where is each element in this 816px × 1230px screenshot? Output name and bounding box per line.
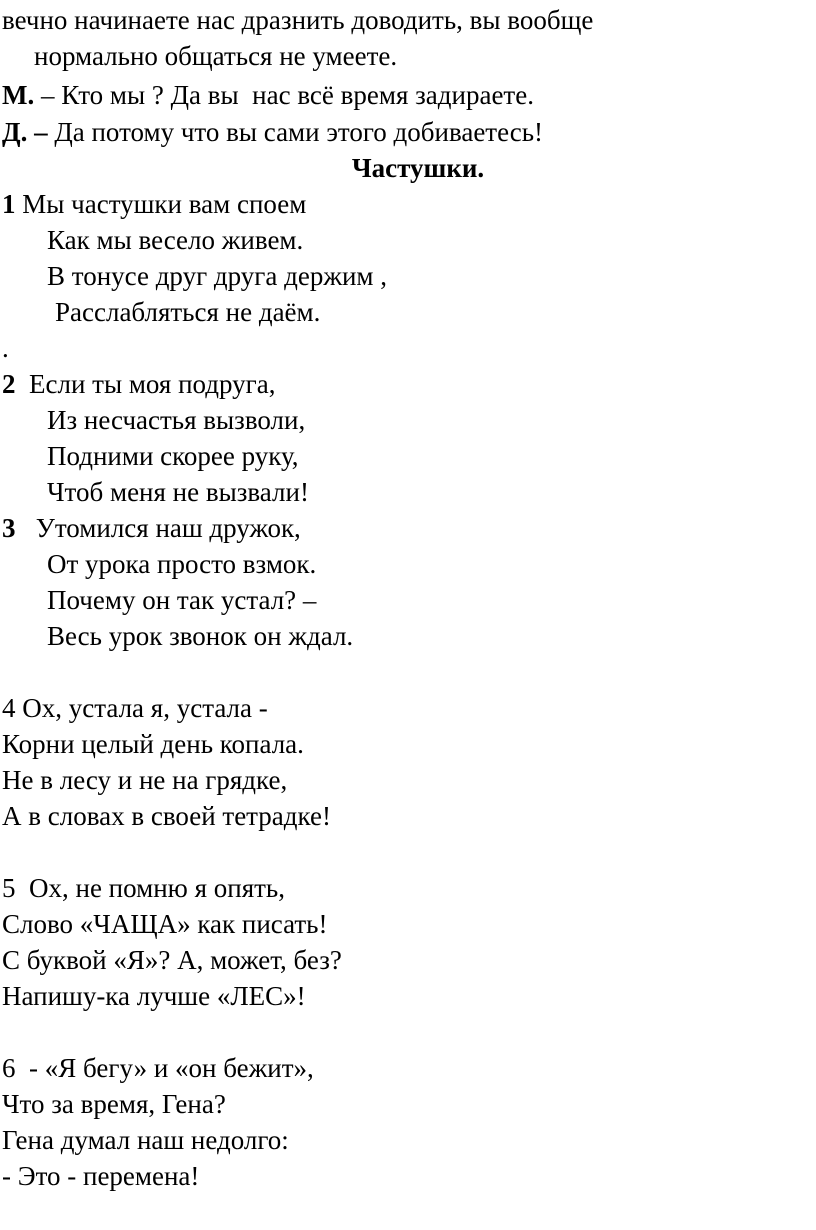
dialogue-line-m	[2, 77, 534, 113]
speaker-m-text: – Кто мы ? Да вы нас всё время задираете.	[34, 80, 534, 110]
verse-2-line-3: Подними скорее руку,	[47, 441, 299, 471]
verse-1-line-3: В тонусе друг друга держим ,	[47, 261, 388, 291]
verse-2-line-2: Из несчастья вызволи,	[47, 405, 306, 435]
verse-2-line-4: Чтоб меня не вызвали!	[47, 477, 309, 507]
verse-4-line-4: А в словах в своей тетрадке!	[2, 801, 331, 831]
speaker-d: Д. –	[2, 117, 48, 147]
verse-6-line-2: Что за время, Гена?	[2, 1089, 226, 1119]
verse-6-line-3: Гена думал наш недолго:	[2, 1125, 289, 1155]
verse-6-line-4: - Это - перемена!	[2, 1161, 200, 1191]
intro-line-1: вечно начинаете нас дразнить доводить, вы вообще	[2, 5, 594, 35]
intro-line-2: нормально общаться не умеете.	[34, 41, 398, 71]
section-title: Частушки.	[351, 153, 485, 183]
verse-2-number: 2	[2, 369, 16, 399]
verse-5-line-3: С буквой «Я»? А, может, без?	[2, 945, 342, 975]
verse-3-line-4: Весь урок звонок он ждал.	[47, 621, 354, 651]
verse-5-line-2: Слово «ЧАЩА» как писать!	[2, 909, 328, 939]
verse-3-text-1: Утомился наш дружок,	[35, 513, 301, 543]
speaker-m: М.	[2, 80, 35, 110]
separator-dot: .	[2, 333, 9, 363]
verse-1-number: 1	[2, 189, 16, 219]
verse-4-line-2: Корни целый день копала.	[2, 729, 304, 759]
verse-2-text-1: Если ты моя подруга,	[29, 369, 276, 399]
verse-1-line-2: Как мы весело живем.	[47, 225, 304, 255]
verse-1-line-1	[2, 186, 306, 222]
verse-4-line-1: 4 Ох, устала я, устала -	[2, 693, 268, 723]
dialogue-line-d	[2, 114, 543, 150]
verse-3-line-1	[2, 510, 301, 546]
verse-1-line-4: Расслабляться не даём.	[55, 297, 321, 327]
verse-5-line-1: 5 Ох, не помню я опять,	[2, 873, 285, 903]
verse-6-line-1: 6 - «Я бегу» и «он бежит»,	[2, 1053, 314, 1083]
verse-3-line-2: От урока просто взмок.	[47, 549, 317, 579]
speaker-d-text: Да потому что вы сами этого добиваетесь!	[47, 117, 544, 147]
verse-5-line-4: Напишу-ка лучше «ЛЕС»!	[2, 981, 306, 1011]
verse-3-number: 3	[2, 513, 16, 543]
verse-2-line-1	[2, 366, 275, 402]
verse-1-text-1: Мы частушки вам споем	[22, 189, 307, 219]
verse-4-line-3: Не в лесу и не на грядке,	[2, 765, 288, 795]
verse-3-line-3: Почему он так устал? –	[47, 585, 317, 615]
